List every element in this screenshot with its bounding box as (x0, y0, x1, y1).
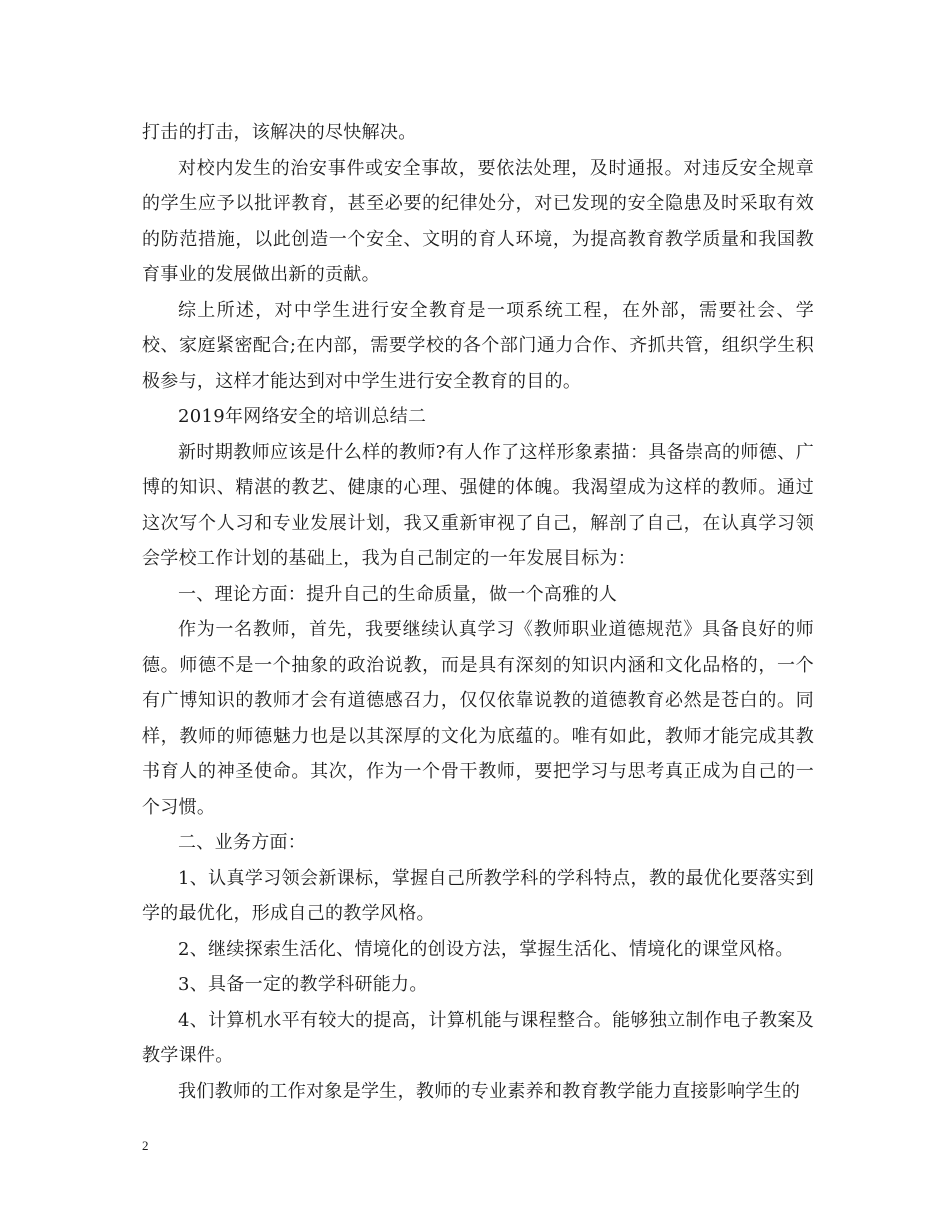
list-item-3: 3、具备一定的教学科研能力。 (178, 974, 428, 995)
paragraph-summary: 综上所述，对中学生进行安全教育是一项系统工程，在外部，需要社会、学校、家庭紧密配合;在内部，需要学校的各个部门通力合作、齐抓共管，组织学生积极参与，这样才能达到对中学生进行安全教育的目的。 (142, 299, 814, 392)
subheading-business: 二、业务方面： (178, 832, 307, 853)
list-item-2: 2、继续探索生活化、情境化的创设方法，掌握生活化、情境化的课堂风格。 (178, 938, 794, 960)
paragraph-incident-handling: 对校内发生的治安事件或安全事故，要依法处理，及时通报。对违反安全规章的学生应予以批评教育，甚至必要的纪律处分，对已发现的安全隐患及时采取有效的防范措施，以此创造一个安全、文明的育人环境，为提高教育教学质量和我国教育事业的发展做出新的贡献。 (142, 157, 814, 285)
subheading-theory: 一、理论方面：提升自己的生命质量，做一个高雅的人 (178, 583, 618, 605)
body-text (142, 115, 814, 1109)
paragraph-closing: 我们教师的工作对象是学生，教师的专业素养和教育教学能力直接影响学生的 (178, 1080, 801, 1102)
section-heading: 2019年网络安全的培训总结二 (178, 406, 427, 427)
paragraph-new-era-teacher: 新时期教师应该是什么样的教师?有人作了这样形象素描：具备崇高的师德、广博的知识、精湛的教艺、健康的心理、强健的体魄。我渴望成为这样的教师。通过这次写个人习和专业发展计划，我又重新审视了自己，解剖了自己，在认真学习领会学校工作计划的基础上，我为自己制定的一年发展目标为： (142, 441, 814, 569)
paragraph-ethics: 作为一名教师，首先，我要继续认真学习《教师职业道德规范》具备良好的师德。师德不是一个抽象的政治说教，而是具有深刻的知识内涵和文化品格的，一个有广博知识的教师才会有道德感召力，仅仅依靠说教的道德教育必然是苍白的。同样，教师的师德魅力也是以其深厚的文化为底蕴的。唯有如此，教师才能完成其教书育人的神圣使命。其次，作为一个骨干教师，要把学习与思考真正成为自己的一个习惯。 (142, 619, 814, 818)
list-item-4: 4、计算机水平有较大的提高，计算机能与课程整合。能够独立制作电子教案及教学课件。 (142, 1009, 814, 1066)
paragraph-continuation: 打击的打击，该解决的尽快解决。 (142, 122, 417, 143)
list-item-1: 1、认真学习领会新课标，掌握自己所教学科的学科特点，教的最优化要落实到学的最优化，形成自己的教学风格。 (142, 867, 814, 924)
page-number: 2 (142, 1138, 149, 1153)
